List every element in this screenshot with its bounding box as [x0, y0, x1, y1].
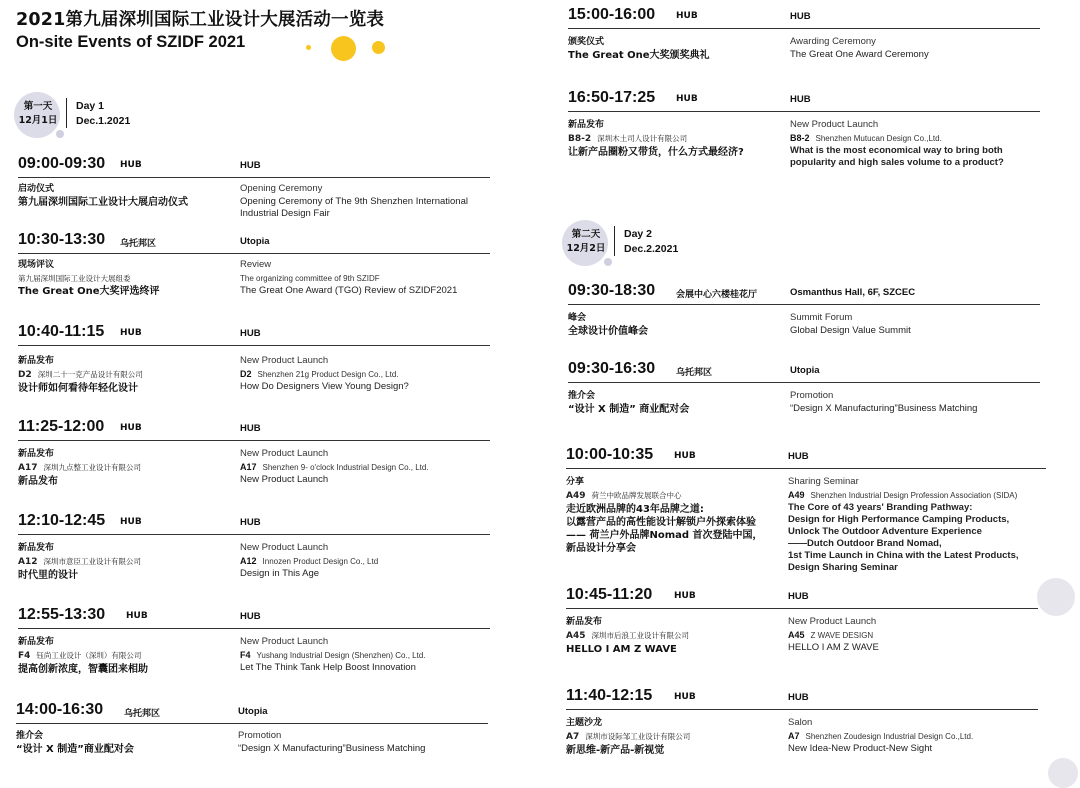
event-time: 11:40-12:15: [566, 687, 653, 704]
event-header: [18, 323, 490, 346]
event-title-en: New Idea-New Product-New Sight: [788, 743, 933, 754]
event-title-en: Let The Think Tank Help Boost Innovation: [240, 662, 416, 673]
event-organizer-cn: 第九届深圳国际工业设计大展组委: [18, 274, 131, 283]
event-category-cn: 推介会: [16, 731, 44, 741]
event-header: [566, 687, 1038, 710]
event-organizer-en: Shenzhen 21g Product Design Co., Ltd.: [257, 370, 399, 379]
event-block: [566, 446, 1046, 573]
event-header: [568, 360, 1040, 383]
event-header: [568, 282, 1040, 305]
event-venue-cn: HUB: [674, 591, 696, 601]
event-title-en: Design in This Age: [240, 568, 320, 579]
day-date-cn: 12月2日: [566, 243, 606, 254]
event-header: [18, 231, 490, 254]
event-block: [566, 586, 1038, 655]
day-label-en: Day 1: [76, 100, 105, 112]
event-title-cn: “设计 X 制造” 商业配对会: [568, 404, 690, 415]
event-title-cn: 时代里的设计: [18, 570, 78, 581]
event-time: 14:00-16:30: [16, 701, 104, 718]
event-title-en: The Great One Award (TGO) Review of SZIDF2021: [240, 285, 458, 296]
booth-number: F4: [240, 650, 251, 660]
event-venue-en: HUB: [240, 423, 261, 434]
event-category-cn: 新品发布: [18, 543, 55, 553]
event-organizer-cn: 深圳市后浪工业设计有限公司: [591, 631, 689, 640]
event-title-en-line: ——Dutch Outdoor Brand Nomad,: [788, 538, 942, 549]
event-title-en: “Design X Manufacturing”Business Matching: [238, 743, 426, 754]
event-title-cn-line: 走近欧洲品牌的43年品牌之道:: [566, 504, 704, 515]
event-organizer-en: The organizing committee of 9th SZIDF: [240, 274, 380, 283]
event-time: 09:30-16:30: [568, 360, 656, 377]
event-title-cn-line: 新品设计分享会: [566, 543, 636, 554]
event-title-cn: 提高创新浓度，智囊团来相助: [18, 664, 148, 675]
event-title-cn: “设计 X 制造”商业配对会: [16, 744, 134, 755]
booth-number: A49: [566, 491, 586, 501]
event-title-cn-line: 以露营产品的高性能设计解锁户外探索体验: [566, 517, 756, 528]
event-organizer-en: Yushang Industrial Design (Shenzhen) Co., Ltd.: [256, 651, 426, 660]
day-2-badge: [562, 220, 762, 268]
event-time: 15:00-16:00: [568, 6, 656, 23]
event-title-en: What is the most economical way to bring both popularity and high sales volume to a product?: [790, 145, 1004, 168]
event-category-en: New Product Launch: [240, 355, 329, 366]
booth-number: A49: [788, 490, 805, 500]
page-title-en: On-site Events of SZIDF 2021: [16, 33, 246, 51]
event-category-cn: 现场评议: [18, 260, 55, 270]
event-time: 10:45-11:20: [566, 586, 653, 603]
event-title-cn: 设计师如何看待年轻化设计: [18, 383, 138, 394]
decor-dot-small: [604, 258, 612, 266]
event-title-cn: 第九届深圳国际工业设计大展启动仪式: [18, 197, 188, 208]
event-venue-en: HUB: [790, 11, 811, 22]
event-organizer-en: Innozen Product Design Co., Ltd: [262, 557, 379, 566]
event-time: 10:30-13:30: [18, 231, 106, 248]
event-block: [18, 418, 490, 487]
booth-number: A17: [240, 462, 257, 472]
event-venue-cn: HUB: [120, 160, 142, 170]
decor-circle: [1037, 578, 1075, 616]
event-venue-cn: HUB: [674, 692, 696, 702]
booth-number: A12: [18, 557, 38, 567]
event-block: [568, 89, 1040, 168]
event-category-cn: 峰会: [568, 313, 587, 323]
event-venue-cn: HUB: [120, 517, 142, 527]
event-organizer-cn: 深圳市意臣工业设计有限公司: [43, 557, 141, 566]
event-category-en: New Product Launch: [788, 616, 877, 627]
decor-dot-large: [331, 36, 356, 61]
event-venue-cn: HUB: [120, 423, 142, 433]
event-block: [18, 231, 490, 297]
event-title-cn: HELLO I AM Z WAVE: [566, 644, 677, 655]
event-title-cn: 新思维-新产品-新视觉: [566, 745, 665, 756]
event-block: [568, 360, 1040, 415]
event-time: 12:10-12:45: [18, 512, 106, 529]
day-date-cn: 12月1日: [18, 115, 58, 126]
event-title-en-line: 1st Time Launch in China with the Latest Products,: [788, 550, 1019, 561]
event-time: 09:00-09:30: [18, 155, 106, 172]
booth-number: A12: [240, 556, 257, 566]
event-category-en: Awarding Ceremony: [790, 36, 876, 47]
day-date-en: Dec.1.2021: [76, 115, 131, 127]
day-divider: [66, 98, 67, 128]
event-block: [566, 687, 1038, 756]
event-title-cn: 全球设计价值峰会: [568, 326, 648, 337]
event-venue-en: HUB: [240, 328, 261, 339]
event-header: [16, 701, 488, 724]
event-organizer-en: Shenzhen Zoudesign Industrial Design Co.,Ltd.: [805, 732, 974, 741]
event-title-en-line: Design Sharing Seminar: [788, 562, 898, 573]
event-title-cn: The Great One大奖颁奖典礼: [568, 50, 710, 61]
event-organizer-cn: 深圳市设际邹工业设计有限公司: [585, 732, 691, 741]
event-title-en: Opening Ceremony of The 9th Shenzhen International Industrial Design Fair: [240, 196, 468, 219]
event-organizer-cn: 荷兰中欧品牌发展联合中心: [591, 491, 682, 500]
event-venue-en: HUB: [790, 94, 811, 105]
event-venue-cn: HUB: [676, 94, 698, 104]
event-block: [16, 701, 488, 755]
event-header: [18, 418, 490, 441]
decor-dot-medium: [372, 41, 385, 54]
event-category-en: New Product Launch: [790, 119, 879, 130]
event-time: 16:50-17:25: [568, 89, 656, 106]
event-time: 12:55-13:30: [18, 606, 106, 623]
booth-number: D2: [18, 370, 32, 380]
day-divider: [614, 226, 615, 256]
booth-number: A45: [788, 630, 805, 640]
event-title-en: How Do Designers View Young Design?: [240, 381, 409, 392]
event-venue-cn: 乌托邦区: [120, 239, 157, 249]
event-organizer-cn: 深圳九点整工业设计有限公司: [43, 463, 141, 472]
event-organizer-en: Shenzhen 9- o'clock Industrial Design Co., Ltd.: [262, 463, 429, 472]
event-venue-cn: 会展中心六楼桂花厅: [676, 290, 758, 300]
booth-number: A17: [18, 463, 38, 473]
decor-dot-small: [56, 130, 64, 138]
booth-number: A7: [566, 732, 580, 742]
event-header: [566, 586, 1038, 609]
event-category-cn: 启动仪式: [18, 184, 55, 194]
event-category-en: Sharing Seminar: [788, 476, 859, 487]
event-category-cn: 颁奖仪式: [568, 37, 605, 47]
event-title-en: Global Design Value Summit: [790, 325, 911, 336]
event-venue-cn: HUB: [674, 451, 696, 461]
day-date-en: Dec.2.2021: [624, 243, 679, 255]
event-time: 10:40-11:15: [18, 323, 105, 340]
day-label-cn: 第一天: [23, 101, 53, 112]
event-organizer-cn: 深圳木土司人设计有限公司: [597, 134, 688, 143]
event-category-cn: 分享: [566, 477, 585, 487]
event-category-en: Salon: [788, 717, 813, 728]
event-organizer-cn: 深圳二十一克产品设计有限公司: [37, 370, 143, 379]
page-title-cn: 2021第九届深圳国际工业设计大展活动一览表: [16, 10, 385, 30]
event-header: [18, 606, 490, 629]
event-category-en: Promotion: [790, 390, 834, 401]
event-time: 11:25-12:00: [18, 418, 105, 435]
event-block: [568, 6, 1040, 61]
event-title-cn: 让新产品圈粉又带货，什么方式最经济?: [568, 147, 744, 158]
event-venue-en: Utopia: [790, 365, 820, 376]
event-category-en: New Product Launch: [240, 636, 329, 647]
event-category-en: New Product Launch: [240, 542, 329, 553]
event-category-cn: 主题沙龙: [566, 718, 603, 728]
booth-number: F4: [18, 651, 31, 661]
event-block: [18, 606, 490, 675]
event-title-en: “Design X Manufacturing”Business Matching: [790, 403, 978, 414]
event-title-en: The Great One Award Ceremony: [790, 49, 929, 60]
event-venue-cn: HUB: [120, 328, 142, 338]
event-block: [568, 282, 1040, 337]
event-title-en-line: The Core of 43 years' Branding Pathway:: [788, 502, 973, 513]
event-category-cn: 推介会: [568, 391, 596, 401]
event-category-en: New Product Launch: [240, 448, 329, 459]
event-venue-cn: 乌托邦区: [124, 709, 161, 719]
event-category-en: Review: [240, 259, 272, 270]
event-header: [566, 446, 1046, 469]
booth-number: B8-2: [790, 133, 810, 143]
event-title-en-line: Unlock The Outdoor Adventure Experience: [788, 526, 982, 537]
decor-circle: [1048, 758, 1078, 788]
event-venue-en: HUB: [788, 692, 809, 703]
event-category-cn: 新品发布: [18, 356, 55, 366]
event-title-cn: The Great One大奖评选终评: [18, 286, 160, 297]
event-time: 09:30-18:30: [568, 282, 656, 299]
event-category-en: Opening Ceremony: [240, 183, 323, 194]
event-header: [18, 512, 490, 535]
event-venue-cn: HUB: [676, 11, 698, 21]
event-title-en: New Product Launch: [240, 474, 329, 485]
day-label-cn: 第二天: [571, 229, 601, 240]
decor-dot-small: [306, 45, 311, 50]
event-block: [18, 155, 490, 219]
event-header: [568, 89, 1040, 112]
booth-number: A45: [566, 631, 586, 641]
event-header: [568, 6, 1040, 29]
booth-number: B8-2: [568, 134, 592, 144]
event-category-en: Summit Forum: [790, 312, 853, 323]
event-venue-en: Utopia: [240, 236, 270, 247]
event-venue-cn: HUB: [126, 611, 148, 621]
event-category-en: Promotion: [238, 730, 282, 741]
event-title-en: HELLO I AM Z WAVE: [788, 642, 879, 653]
event-category-cn: 新品发布: [568, 120, 605, 130]
event-title-en-line: Design for High Performance Camping Products,: [788, 514, 1010, 525]
day-1-badge: [14, 92, 214, 140]
event-venue-en: Utopia: [238, 706, 268, 717]
event-category-cn: 新品发布: [566, 617, 603, 627]
event-venue-cn: 乌托邦区: [676, 368, 713, 378]
event-title-cn: 新品发布: [18, 476, 58, 487]
event-block: [18, 512, 490, 581]
event-venue-en: Osmanthus Hall, 6F, SZCEC: [790, 287, 916, 298]
event-venue-en: HUB: [240, 611, 261, 622]
event-venue-en: HUB: [788, 451, 809, 462]
event-title-cn-line: —— 荷兰户外品牌Nomad 首次登陆中国，: [566, 530, 763, 541]
event-time: 10:00-10:35: [566, 446, 654, 463]
event-organizer-cn: 钰尚工业设计（深圳）有限公司: [36, 651, 142, 660]
event-organizer-en: Shenzhen Industrial Design Profession Association (SIDA): [810, 491, 1018, 500]
event-block: [18, 323, 490, 394]
booth-number: A7: [788, 731, 800, 741]
day-label-en: Day 2: [624, 228, 653, 240]
event-header: [18, 155, 490, 178]
event-venue-en: HUB: [788, 591, 809, 602]
event-organizer-en: Z WAVE DESIGN: [810, 631, 874, 640]
booth-number: D2: [240, 369, 252, 379]
event-category-cn: 新品发布: [18, 637, 55, 647]
event-organizer-en: Shenzhen Mutucan Design Co.,Ltd.: [815, 134, 942, 143]
event-venue-en: HUB: [240, 517, 261, 528]
event-venue-en: HUB: [240, 160, 261, 171]
event-category-cn: 新品发布: [18, 449, 55, 459]
